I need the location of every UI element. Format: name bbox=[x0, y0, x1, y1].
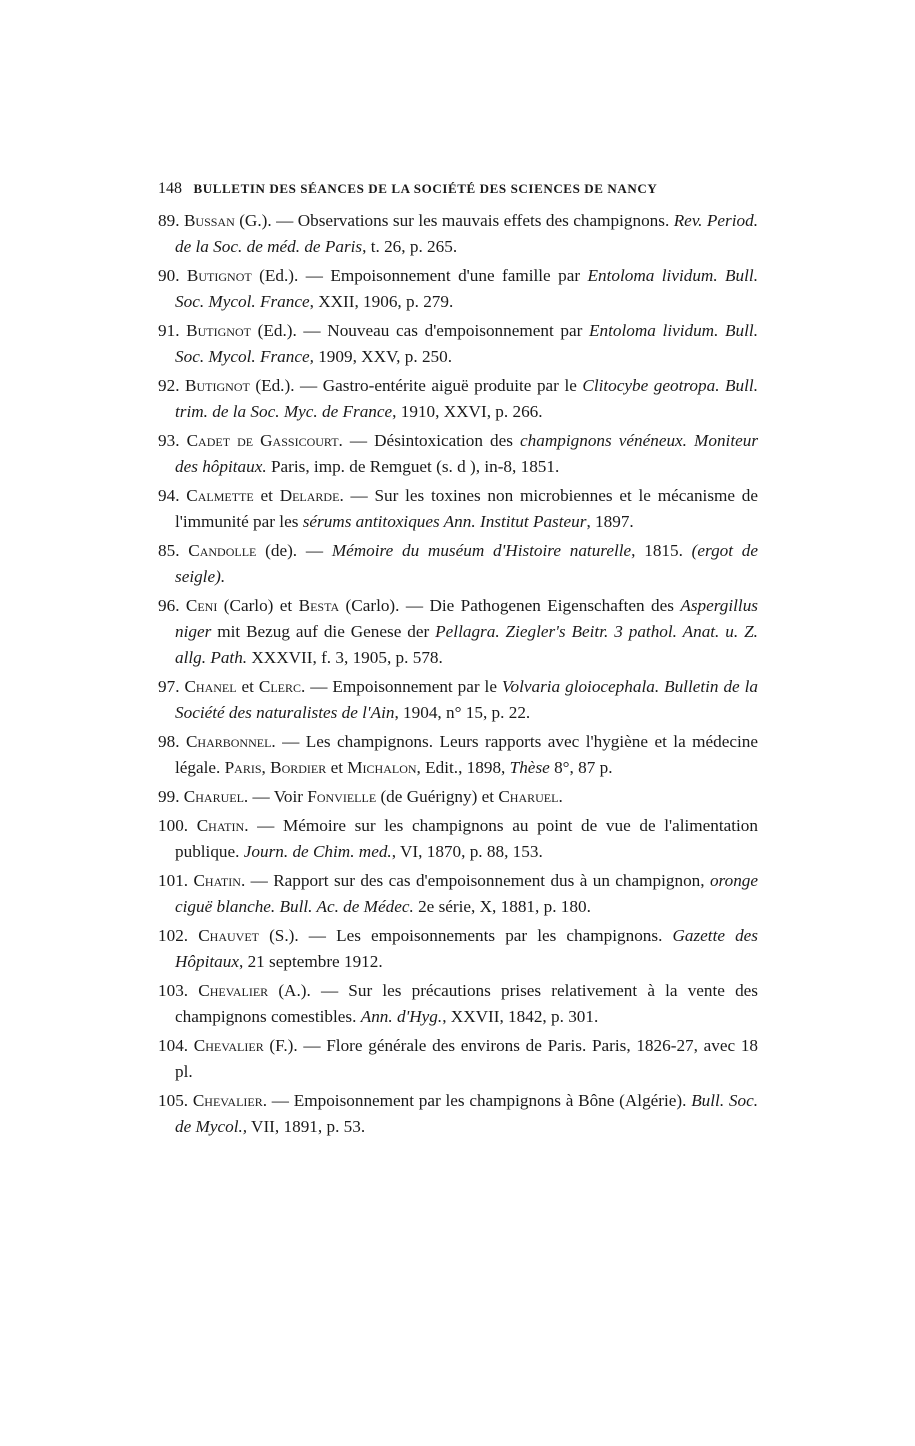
entry-number: 97. bbox=[158, 677, 180, 696]
entry-text: (F.). — Flore générale des environs de Paris. Paris, 1826-27, avec 18 pl. bbox=[175, 1036, 759, 1081]
entry-number: 96. bbox=[158, 596, 180, 615]
entry-number: 103. bbox=[158, 981, 189, 1000]
entry-text: 1909, XXV, p. 250. bbox=[313, 347, 453, 366]
entry-text: (de Guérigny) et bbox=[376, 787, 499, 806]
author-name: Michalon bbox=[347, 758, 417, 777]
entry-text: . — Mémoire sur les champignons au point de vue de l'alimentation publique. bbox=[175, 816, 758, 861]
entry-text: et bbox=[253, 486, 280, 505]
entry-text: , 1910, XXVI, p. 266. bbox=[392, 402, 543, 421]
entry-text: , Edit., 1898, bbox=[416, 758, 510, 777]
italic-title: champignons vénéneux. Moniteur des hôpitaux. bbox=[175, 431, 759, 476]
entry-number: 98. bbox=[158, 732, 180, 751]
bibliography-entry bbox=[158, 428, 758, 480]
entry-text: . — Désintoxication des bbox=[338, 431, 521, 450]
italic-title: Gazette des Hôpitaux bbox=[175, 926, 758, 971]
entry-text: 2e série, X, 1881, p. 180. bbox=[413, 897, 591, 916]
author-name: Candolle bbox=[188, 541, 257, 560]
bibliography-entry bbox=[158, 1088, 758, 1140]
bibliography-entry bbox=[158, 978, 758, 1030]
author-name: Paris bbox=[224, 758, 262, 777]
italic-title: Pellagra. Ziegler's Beitr. 3 pathol. Anat. u. Z. allg. Path. bbox=[175, 622, 758, 667]
entry-number: 105. bbox=[158, 1091, 189, 1110]
author-name: Chevalier bbox=[198, 981, 269, 1000]
italic-title: Volvaria gloiocephala. Bulletin de la Société des naturalistes de l'Ain bbox=[175, 677, 758, 722]
author-name: Charuel bbox=[498, 787, 559, 806]
entry-number: 93. bbox=[158, 431, 180, 450]
bibliography-entry bbox=[158, 674, 758, 726]
entry-text: , VI, 1870, p. 88, 153. bbox=[391, 842, 543, 861]
bibliography-entry bbox=[158, 483, 758, 535]
entry-text: Paris, imp. de Remguet (s. d ), in-8, 1851. bbox=[266, 457, 560, 476]
entry-text: et bbox=[326, 758, 348, 777]
entry-number: 99. bbox=[158, 787, 180, 806]
entry-text: , XXII, 1906, p. 279. bbox=[309, 292, 454, 311]
italic-title: sérums antitoxiques Ann. Institut Pasteur bbox=[302, 512, 587, 531]
entry-text: . — Sur les toxines non microbiennes et le mécanisme de l'immunité par les bbox=[175, 486, 759, 531]
entry-text: (Carlo) et bbox=[217, 596, 299, 615]
entry-number: 101. bbox=[158, 871, 189, 890]
entry-text: . — Voir bbox=[243, 787, 308, 806]
entry-text: . — Rapport sur des cas d'empoisonnement dus à un champignon, bbox=[240, 871, 710, 890]
entry-text: , 1815. bbox=[631, 541, 692, 560]
author-name: Bordier bbox=[270, 758, 327, 777]
entry-text: . — Empoisonnement par le bbox=[301, 677, 502, 696]
entry-text: VII, 1891, p. 53. bbox=[247, 1117, 366, 1136]
entry-text: , t. 26, p. 265. bbox=[362, 237, 458, 256]
entry-number: 89. bbox=[158, 211, 180, 230]
entry-number: 91. bbox=[158, 321, 180, 340]
author-name: Cadet de Gassicourt bbox=[186, 431, 339, 450]
entry-text: et bbox=[236, 677, 259, 696]
author-name: Charbonnel bbox=[185, 732, 272, 751]
author-name: Chanel bbox=[184, 677, 237, 696]
entry-number: 102. bbox=[158, 926, 189, 945]
italic-title: Entoloma lividum. Bull. Soc. Mycol. France, bbox=[175, 321, 758, 366]
bibliography-entry bbox=[158, 868, 758, 920]
italic-title: Entoloma lividum. Bull. Soc. Mycol. France bbox=[175, 266, 758, 311]
bibliography-list bbox=[158, 208, 758, 1143]
italic-title: Mémoire du muséum d'Histoire naturelle bbox=[331, 541, 632, 560]
entry-text: , bbox=[261, 758, 271, 777]
entry-text: (Ed.). — Gastro-entérite aiguë produite par le bbox=[249, 376, 583, 395]
italic-title: Bull. Soc. de Mycol., bbox=[175, 1091, 758, 1136]
entry-number: 104. bbox=[158, 1036, 189, 1055]
bibliography-entry bbox=[158, 729, 758, 781]
italic-title: Clitocybe geotropa. Bull. trim. de la Soc. Myc. de France bbox=[175, 376, 758, 421]
bibliography-entry bbox=[158, 813, 758, 865]
author-name: Besta bbox=[298, 596, 340, 615]
page-number: 148 bbox=[158, 180, 182, 197]
entry-text: , 1904, n° 15, p. 22. bbox=[394, 703, 531, 722]
entry-text: (Carlo). — Die Pathogenen Eigenschaften des bbox=[339, 596, 681, 615]
entry-number: 85. bbox=[158, 541, 180, 560]
italic-title: Journ. de Chim. med. bbox=[243, 842, 392, 861]
entry-number: 100. bbox=[158, 816, 189, 835]
bibliography-entry bbox=[158, 538, 758, 590]
entry-text: (S.). — Les empoisonnements par les champignons. bbox=[258, 926, 673, 945]
bibliography-entry bbox=[158, 784, 758, 810]
author-name: Butignot bbox=[186, 321, 251, 340]
author-name: Butignot bbox=[186, 266, 252, 285]
author-name: Ceni bbox=[185, 596, 218, 615]
entry-text: XXXVII, f. 3, 1905, p. 578. bbox=[247, 648, 443, 667]
entry-number: 92. bbox=[158, 376, 180, 395]
author-name: Clerc bbox=[258, 677, 302, 696]
bibliography-entry bbox=[158, 318, 758, 370]
entry-number: 90. bbox=[158, 266, 180, 285]
author-name: Chevalier bbox=[192, 1091, 263, 1110]
entry-text: . — Empoisonnement par les champignons à Bône (Algérie). bbox=[262, 1091, 692, 1110]
italic-title: Thèse bbox=[509, 758, 550, 777]
entry-text: 8°, 87 p. bbox=[549, 758, 613, 777]
author-name: Fonvielle bbox=[307, 787, 377, 806]
running-header bbox=[158, 180, 758, 199]
bibliography-entry bbox=[158, 923, 758, 975]
entry-text: . bbox=[558, 787, 563, 806]
bibliography-entry bbox=[158, 263, 758, 315]
entry-text: (G.). — Observations sur les mauvais effets des champignons. bbox=[234, 211, 674, 230]
entry-text: , 21 septembre 1912. bbox=[238, 952, 383, 971]
entry-text: (A.). — Sur les précautions prises relativement à la vente des champignons comestibles. bbox=[175, 981, 758, 1026]
entry-text: (de). — bbox=[256, 541, 332, 560]
author-name: Chatin bbox=[193, 871, 241, 890]
author-name: Bussan bbox=[183, 211, 235, 230]
entry-text: (Ed.). — Empoisonnement d'une famille par bbox=[251, 266, 588, 285]
bibliography-entry bbox=[158, 373, 758, 425]
bibliography-entry bbox=[158, 593, 758, 671]
author-name: Chatin bbox=[196, 816, 245, 835]
entry-text: , XXVII, 1842, p. 301. bbox=[442, 1007, 599, 1026]
entry-number: 94. bbox=[158, 486, 180, 505]
author-name: Delarde bbox=[279, 486, 340, 505]
italic-title: Ann. d'Hyg. bbox=[360, 1007, 443, 1026]
author-name: Calmette bbox=[186, 486, 254, 505]
author-name: Chevalier bbox=[193, 1036, 264, 1055]
italic-title: Aspergillus niger bbox=[175, 596, 758, 641]
running-title: BULLETIN DES SÉANCES DE LA SOCIÉTÉ DES SCIENCES DE NANCY bbox=[193, 181, 658, 196]
author-name: Chauvet bbox=[198, 926, 259, 945]
italic-title: Rev. Period. de la Soc. de méd. de Paris bbox=[175, 211, 758, 256]
bibliography-entry bbox=[158, 208, 758, 260]
entry-text: . — Les champignons. Leurs rapports avec l'hygiène et la médecine légale. bbox=[175, 732, 758, 777]
author-name: Charuel bbox=[183, 787, 244, 806]
bibliography-entry bbox=[158, 1033, 758, 1085]
author-name: Butignot bbox=[185, 376, 250, 395]
entry-text: mit Bezug auf die Genese der bbox=[211, 622, 436, 641]
italic-title: (ergot de seigle). bbox=[175, 541, 759, 586]
italic-title: oronge ciguë blanche. Bull. Ac. de Médec. bbox=[175, 871, 759, 916]
entry-text: , 1897. bbox=[586, 512, 634, 531]
entry-text: (Ed.). — Nouveau cas d'empoisonnement par bbox=[250, 321, 590, 340]
